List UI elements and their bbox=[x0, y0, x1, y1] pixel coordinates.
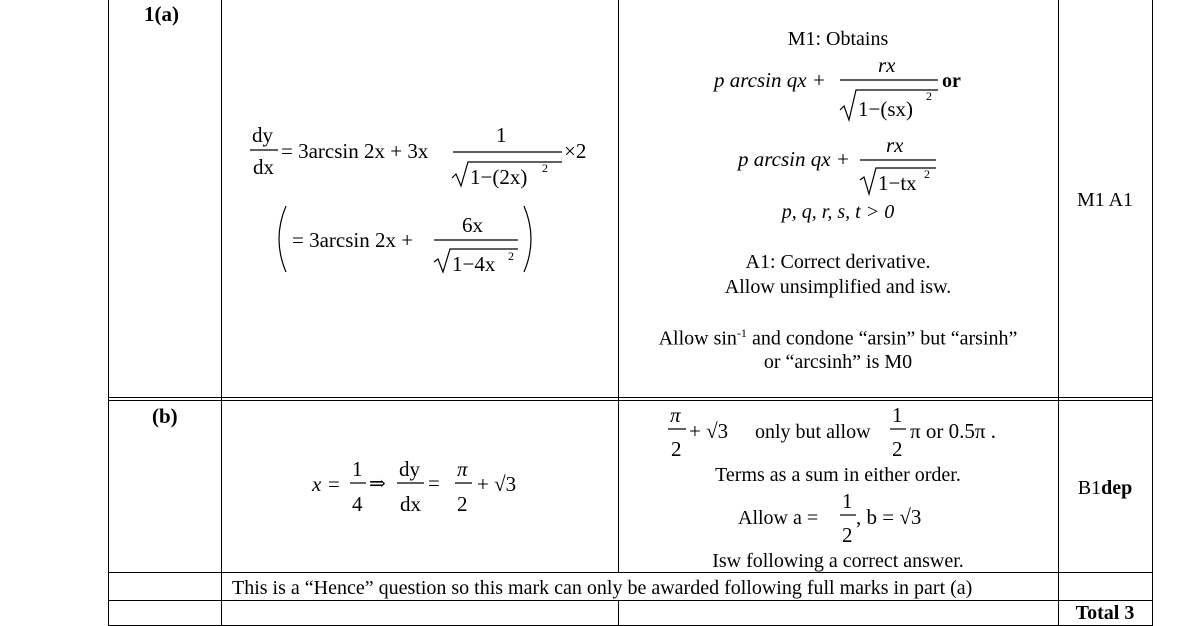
a-numerator: 1 bbox=[842, 489, 853, 513]
notes-1b-line-3 bbox=[736, 488, 956, 548]
form2-numerator: rx bbox=[886, 133, 904, 157]
pi-numerator: π bbox=[457, 457, 468, 481]
allow-line-1 bbox=[618, 327, 1058, 349]
b-equals-root3: , b = √3 bbox=[856, 505, 922, 529]
two: 2 bbox=[671, 437, 682, 461]
two-denominator: 2 bbox=[457, 492, 468, 516]
or-text: or bbox=[942, 70, 961, 92]
grid-line bbox=[108, 397, 1153, 398]
form1-lead: p arcsin qx + bbox=[714, 68, 826, 92]
x-numerator: 1 bbox=[352, 457, 363, 481]
total-marks: Total 3 bbox=[1075, 602, 1135, 624]
form2-denominator: 1−tx bbox=[878, 171, 917, 195]
a1-line-2: Allow unsimplified and isw. bbox=[724, 276, 952, 298]
notes-1b-line-2: Terms as a sum in either order. bbox=[715, 464, 961, 486]
a-denominator: 2 bbox=[842, 523, 853, 547]
answer-1a-alternative bbox=[272, 204, 542, 274]
frac1-numerator: 1 bbox=[496, 123, 507, 147]
notes-1b-line-4: Isw following a correct answer. bbox=[712, 550, 964, 572]
grid-line bbox=[108, 400, 1153, 401]
dy: dy bbox=[399, 457, 420, 481]
form1-exponent: 2 bbox=[926, 89, 932, 103]
alt-term: = 3arcsin 2x + bbox=[292, 228, 414, 252]
grid-line bbox=[1058, 0, 1059, 626]
equals: = bbox=[428, 471, 440, 495]
half-denominator: 2 bbox=[892, 437, 903, 461]
form2-exponent: 2 bbox=[924, 167, 930, 181]
term-3arcsin2x: = 3arcsin 2x + 3x bbox=[281, 139, 429, 163]
pi: π bbox=[670, 403, 681, 427]
conditions: p, q, r, s, t > 0 bbox=[781, 201, 895, 223]
only-but-allow: only but allow bbox=[755, 421, 871, 443]
answer-1b-equation bbox=[310, 456, 540, 516]
x-denominator: 4 bbox=[352, 492, 363, 516]
question-label-1b: (b) bbox=[152, 404, 178, 428]
m1-form-1 bbox=[712, 54, 982, 130]
answer-1a-equation bbox=[246, 122, 606, 192]
left-paren bbox=[279, 206, 286, 272]
marks-1b-prefix: B1 bbox=[1077, 477, 1102, 499]
grid-line bbox=[1152, 0, 1153, 626]
alt-numerator: 6x bbox=[462, 213, 483, 237]
allow-a-equals: Allow a = bbox=[738, 507, 819, 529]
pi-or-half-pi: π or 0.5π . bbox=[910, 419, 996, 443]
marks-1b bbox=[1058, 478, 1152, 498]
dx-denominator: dx bbox=[253, 155, 274, 179]
allow-line-1-post: and condone “arsin” but “arsinh” bbox=[746, 327, 1018, 350]
grid-line bbox=[108, 0, 109, 626]
alt-exponent: 2 bbox=[508, 249, 514, 263]
hence-note: This is a “Hence” question so this mark can only be awarded following full marks in part (a) bbox=[232, 577, 973, 599]
right-paren bbox=[524, 206, 531, 272]
alt-denominator: 1−4x bbox=[452, 252, 496, 276]
frac1-exponent: 2 bbox=[542, 161, 548, 175]
marks-1a: M1 A1 bbox=[1076, 189, 1134, 211]
plus-root3: + √3 bbox=[477, 472, 517, 496]
times-two: ×2 bbox=[564, 139, 587, 163]
grid-line bbox=[108, 600, 1153, 601]
implies-arrow: ⇒ bbox=[369, 473, 386, 495]
grid-line bbox=[618, 600, 619, 626]
a1-line-1: A1: Correct derivative. bbox=[745, 251, 931, 273]
grid-line bbox=[221, 0, 222, 626]
allow-line-1-pre: Allow sin bbox=[658, 327, 737, 350]
form1-denominator: 1−(sx) bbox=[858, 97, 914, 121]
allow-line-2: or “arcsinh” is M0 bbox=[763, 351, 913, 373]
dx: dx bbox=[400, 492, 421, 516]
form1-numerator: rx bbox=[878, 53, 896, 77]
marks-1b-dep: dep bbox=[1101, 477, 1133, 499]
half-numerator: 1 bbox=[892, 403, 903, 427]
m1-heading: M1: Obtains bbox=[787, 28, 889, 50]
grid-line bbox=[108, 572, 1153, 573]
question-label-1a: 1(a) bbox=[144, 2, 179, 26]
plus-root3: + √3 bbox=[689, 419, 729, 443]
m1-form-2 bbox=[736, 134, 956, 198]
dy-numerator: dy bbox=[252, 123, 273, 147]
form2-lead: p arcsin qx + bbox=[738, 147, 850, 171]
x-equals: x = bbox=[312, 472, 341, 496]
notes-1b-line-1 bbox=[666, 402, 1046, 462]
allow-line-1-sup: -1 bbox=[736, 326, 747, 340]
frac1-denominator: 1−(2x) bbox=[470, 165, 528, 189]
